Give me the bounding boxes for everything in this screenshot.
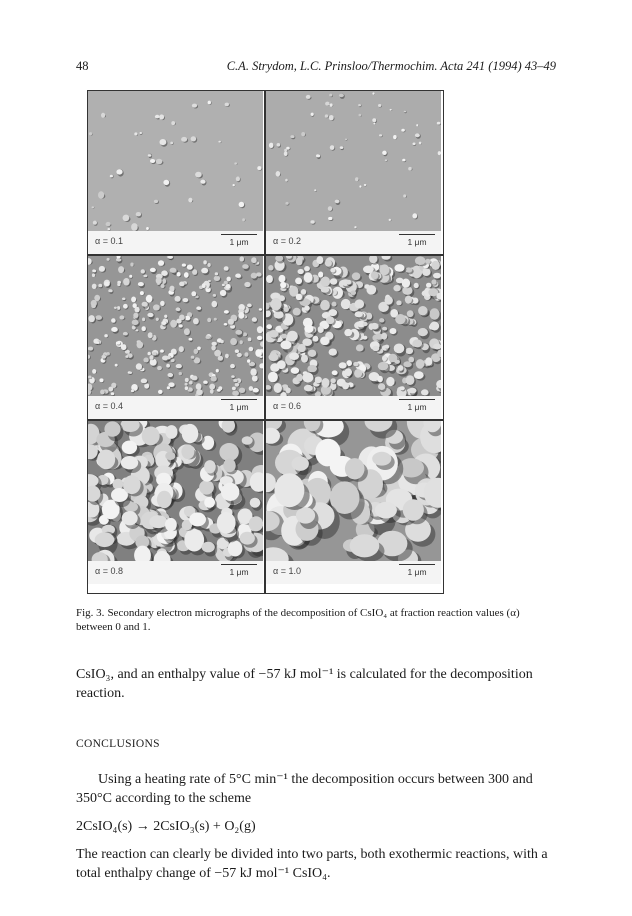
panel-footer (88, 561, 263, 584)
alpha-label: α = 0.1 (95, 236, 123, 246)
alpha-label: α = 0.2 (273, 236, 301, 246)
alpha-label: α = 1.0 (273, 566, 301, 576)
micrograph-panel (266, 421, 441, 584)
micrograph-panel (88, 421, 263, 584)
section-heading: CONCLUSIONS (76, 738, 160, 750)
caption-label: Fig. 3. (76, 607, 105, 619)
micrograph-image (266, 421, 441, 561)
reaction-equation: 2CsIO₄(s) → 2CsIO₃(s) + O₂(g) (76, 819, 256, 834)
panel-footer (266, 396, 441, 419)
micrograph-panel (266, 91, 441, 254)
panel-footer (266, 561, 441, 584)
panel-footer (88, 231, 263, 254)
micrograph-image (88, 256, 263, 396)
scale-bar: 1 μm (399, 564, 435, 578)
scale-bar: 1 μm (399, 234, 435, 248)
paragraph: Using a heating rate of 5°C min⁻¹ the decomposition occurs between 300 and 350°C according to the scheme (76, 772, 533, 806)
micrograph-panel (88, 91, 263, 254)
micrograph-image (266, 91, 441, 231)
continued-paragraph: CsIO₃, and an enthalpy value of −57 kJ mol⁻¹ is calculated for the decomposition reaction. (76, 667, 533, 701)
panel-divider (264, 91, 266, 593)
micrograph-panel (266, 256, 441, 419)
panel-footer (88, 396, 263, 419)
running-head (76, 59, 556, 77)
paragraph: The reaction can clearly be divided into two parts, both exothermic reactions, with a total enthalpy change of −57 kJ mol⁻¹ CsIO₄. (76, 847, 548, 881)
figure-caption (76, 606, 556, 634)
panel-divider (88, 254, 443, 256)
alpha-label: α = 0.6 (273, 401, 301, 411)
panel-footer (266, 231, 441, 254)
micrograph-image (88, 421, 263, 561)
micrograph-panel (88, 256, 263, 419)
scale-bar: 1 μm (221, 564, 257, 578)
panel-divider (88, 419, 443, 421)
page-number: 48 (76, 59, 89, 73)
scale-bar: 1 μm (221, 399, 257, 413)
scale-bar: 1 μm (399, 399, 435, 413)
micrograph-figure (87, 90, 444, 594)
micrograph-image (266, 256, 441, 396)
scale-bar: 1 μm (221, 234, 257, 248)
alpha-label: α = 0.4 (95, 401, 123, 411)
alpha-label: α = 0.8 (95, 566, 123, 576)
caption-text: Secondary electron micrographs of the decomposition of CsIO₄ at fraction reaction values (α) between 0 and 1. (76, 607, 520, 633)
micrograph-image (88, 91, 263, 231)
journal-reference: C.A. Strydom, L.C. Prinsloo/Thermochim. Acta 241 (1994) 43–49 (226, 59, 556, 73)
